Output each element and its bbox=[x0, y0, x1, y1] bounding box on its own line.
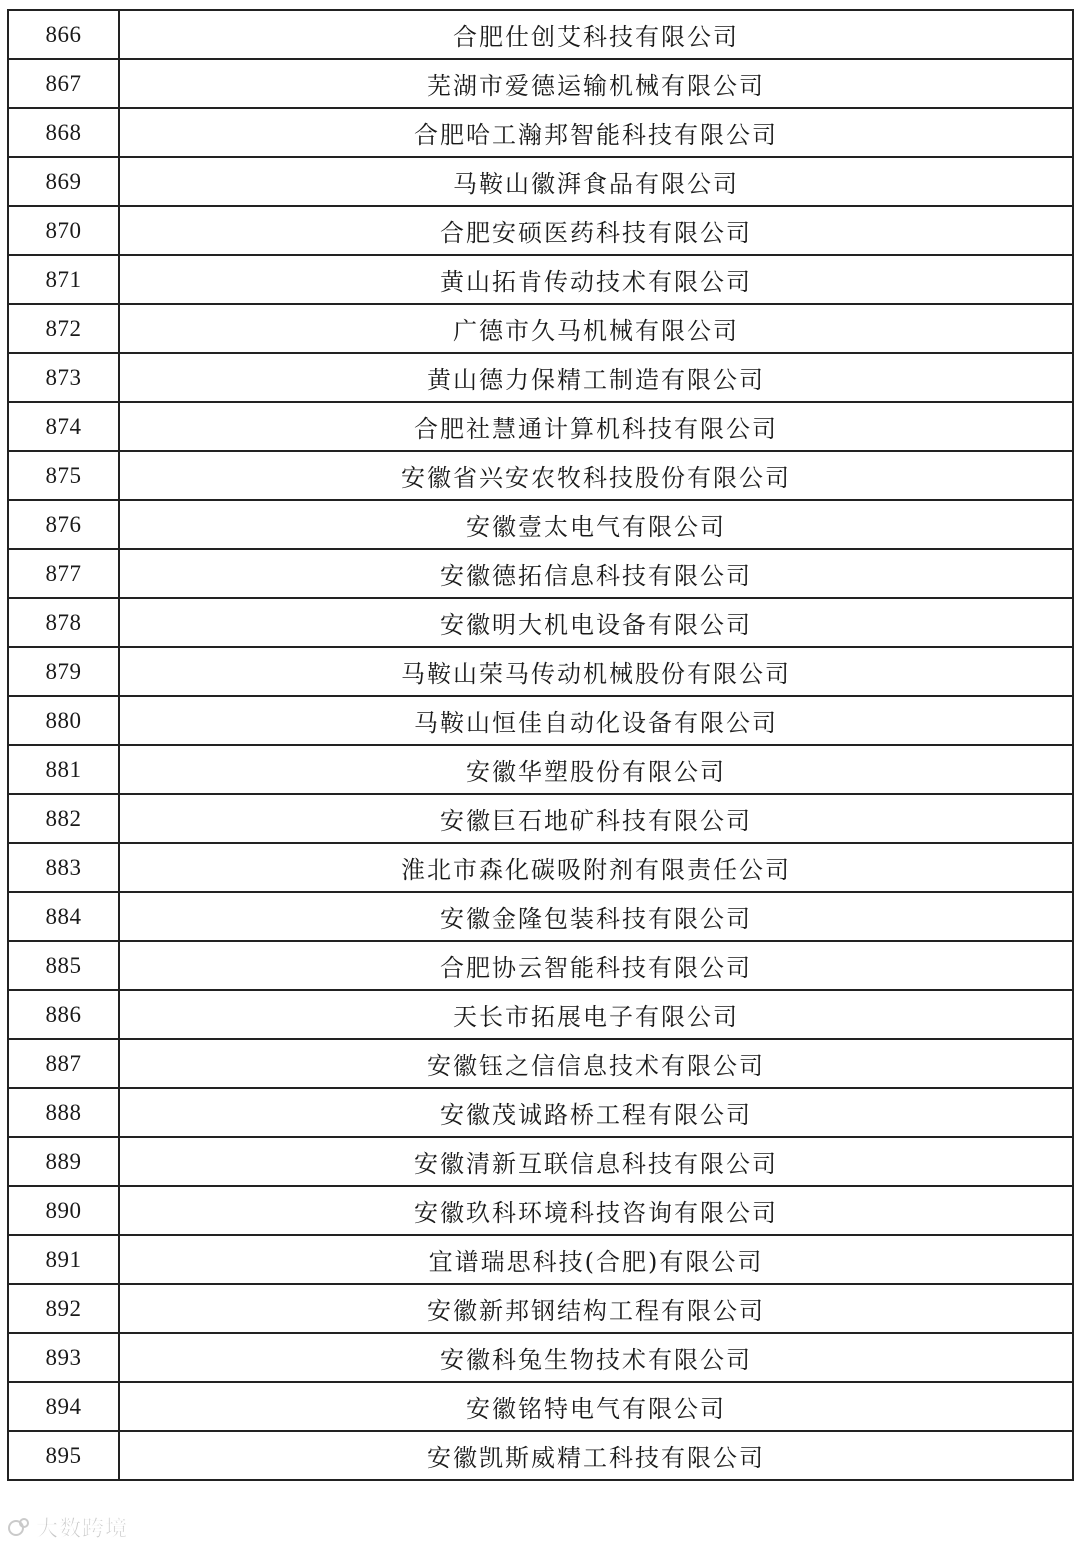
company-name-cell: 合肥安硕医药科技有限公司 bbox=[119, 206, 1073, 255]
row-number-cell: 878 bbox=[8, 598, 119, 647]
company-name-cell: 安徽铭特电气有限公司 bbox=[119, 1382, 1073, 1431]
company-list-table bbox=[7, 9, 1074, 1481]
table-row bbox=[8, 10, 1073, 59]
table-row bbox=[8, 1284, 1073, 1333]
company-name-cell: 安徽凯斯威精工科技有限公司 bbox=[119, 1431, 1073, 1480]
row-number-cell: 872 bbox=[8, 304, 119, 353]
company-name-cell: 合肥社慧通计算机科技有限公司 bbox=[119, 402, 1073, 451]
company-name-cell: 安徽钰之信信息技术有限公司 bbox=[119, 1039, 1073, 1088]
row-number-cell: 866 bbox=[8, 10, 119, 59]
company-list-table-container bbox=[7, 9, 1074, 1481]
table-row bbox=[8, 598, 1073, 647]
company-name-cell: 安徽新邦钢结构工程有限公司 bbox=[119, 1284, 1073, 1333]
table-row bbox=[8, 59, 1073, 108]
row-number-cell: 884 bbox=[8, 892, 119, 941]
table-row bbox=[8, 1382, 1073, 1431]
company-name-cell: 安徽华塑股份有限公司 bbox=[119, 745, 1073, 794]
watermark-text: 大数跨境 bbox=[36, 1516, 129, 1542]
row-number-cell: 868 bbox=[8, 108, 119, 157]
table-row bbox=[8, 1137, 1073, 1186]
company-name-cell: 马鞍山徽湃食品有限公司 bbox=[119, 157, 1073, 206]
table-row bbox=[8, 1088, 1073, 1137]
row-number-cell: 882 bbox=[8, 794, 119, 843]
table-row bbox=[8, 108, 1073, 157]
table-row bbox=[8, 549, 1073, 598]
row-number-cell: 887 bbox=[8, 1039, 119, 1088]
table-row bbox=[8, 647, 1073, 696]
table-row bbox=[8, 696, 1073, 745]
company-name-cell: 安徽金隆包装科技有限公司 bbox=[119, 892, 1073, 941]
company-name-cell: 安徽巨石地矿科技有限公司 bbox=[119, 794, 1073, 843]
table-row bbox=[8, 1039, 1073, 1088]
company-name-cell: 黄山拓肯传动技术有限公司 bbox=[119, 255, 1073, 304]
table-row bbox=[8, 1333, 1073, 1382]
table-row bbox=[8, 451, 1073, 500]
company-name-cell: 安徽科兔生物技术有限公司 bbox=[119, 1333, 1073, 1382]
row-number-cell: 876 bbox=[8, 500, 119, 549]
table-row bbox=[8, 255, 1073, 304]
row-number-cell: 893 bbox=[8, 1333, 119, 1382]
company-name-cell: 广德市久马机械有限公司 bbox=[119, 304, 1073, 353]
company-name-cell: 天长市拓展电子有限公司 bbox=[119, 990, 1073, 1039]
company-name-cell: 淮北市森化碳吸附剂有限责任公司 bbox=[119, 843, 1073, 892]
company-name-cell: 安徽明大机电设备有限公司 bbox=[119, 598, 1073, 647]
company-name-cell: 安徽茂诚路桥工程有限公司 bbox=[119, 1088, 1073, 1137]
row-number-cell: 881 bbox=[8, 745, 119, 794]
company-name-cell: 合肥协云智能科技有限公司 bbox=[119, 941, 1073, 990]
table-body bbox=[8, 10, 1073, 1480]
row-number-cell: 869 bbox=[8, 157, 119, 206]
company-name-cell: 马鞍山荣马传动机械股份有限公司 bbox=[119, 647, 1073, 696]
row-number-cell: 879 bbox=[8, 647, 119, 696]
brand-logo-icon bbox=[6, 1514, 32, 1540]
table-row bbox=[8, 892, 1073, 941]
row-number-cell: 877 bbox=[8, 549, 119, 598]
company-name-cell: 安徽玖科环境科技咨询有限公司 bbox=[119, 1186, 1073, 1235]
company-name-cell: 合肥哈工瀚邦智能科技有限公司 bbox=[119, 108, 1073, 157]
table-row bbox=[8, 500, 1073, 549]
table-row bbox=[8, 745, 1073, 794]
row-number-cell: 870 bbox=[8, 206, 119, 255]
company-name-cell: 宜谱瑞思科技(合肥)有限公司 bbox=[119, 1235, 1073, 1284]
row-number-cell: 891 bbox=[8, 1235, 119, 1284]
table-row bbox=[8, 843, 1073, 892]
row-number-cell: 890 bbox=[8, 1186, 119, 1235]
company-name-cell: 马鞍山恒佳自动化设备有限公司 bbox=[119, 696, 1073, 745]
watermark bbox=[6, 1510, 128, 1544]
row-number-cell: 874 bbox=[8, 402, 119, 451]
table-row bbox=[8, 304, 1073, 353]
row-number-cell: 894 bbox=[8, 1382, 119, 1431]
row-number-cell: 888 bbox=[8, 1088, 119, 1137]
company-name-cell: 黄山德力保精工制造有限公司 bbox=[119, 353, 1073, 402]
row-number-cell: 885 bbox=[8, 941, 119, 990]
table-row bbox=[8, 157, 1073, 206]
table-row bbox=[8, 941, 1073, 990]
row-number-cell: 892 bbox=[8, 1284, 119, 1333]
table-row bbox=[8, 1186, 1073, 1235]
company-name-cell: 安徽省兴安农牧科技股份有限公司 bbox=[119, 451, 1073, 500]
table-row bbox=[8, 794, 1073, 843]
table-row bbox=[8, 1235, 1073, 1284]
table-row bbox=[8, 402, 1073, 451]
row-number-cell: 889 bbox=[8, 1137, 119, 1186]
row-number-cell: 886 bbox=[8, 990, 119, 1039]
row-number-cell: 883 bbox=[8, 843, 119, 892]
company-name-cell: 芜湖市爱德运输机械有限公司 bbox=[119, 59, 1073, 108]
row-number-cell: 895 bbox=[8, 1431, 119, 1480]
company-name-cell: 合肥仕创艾科技有限公司 bbox=[119, 10, 1073, 59]
table-row bbox=[8, 1431, 1073, 1480]
row-number-cell: 875 bbox=[8, 451, 119, 500]
company-name-cell: 安徽清新互联信息科技有限公司 bbox=[119, 1137, 1073, 1186]
company-name-cell: 安徽壹太电气有限公司 bbox=[119, 500, 1073, 549]
row-number-cell: 880 bbox=[8, 696, 119, 745]
row-number-cell: 867 bbox=[8, 59, 119, 108]
table-row bbox=[8, 990, 1073, 1039]
table-row bbox=[8, 206, 1073, 255]
table-row bbox=[8, 353, 1073, 402]
row-number-cell: 873 bbox=[8, 353, 119, 402]
company-name-cell: 安徽德拓信息科技有限公司 bbox=[119, 549, 1073, 598]
row-number-cell: 871 bbox=[8, 255, 119, 304]
